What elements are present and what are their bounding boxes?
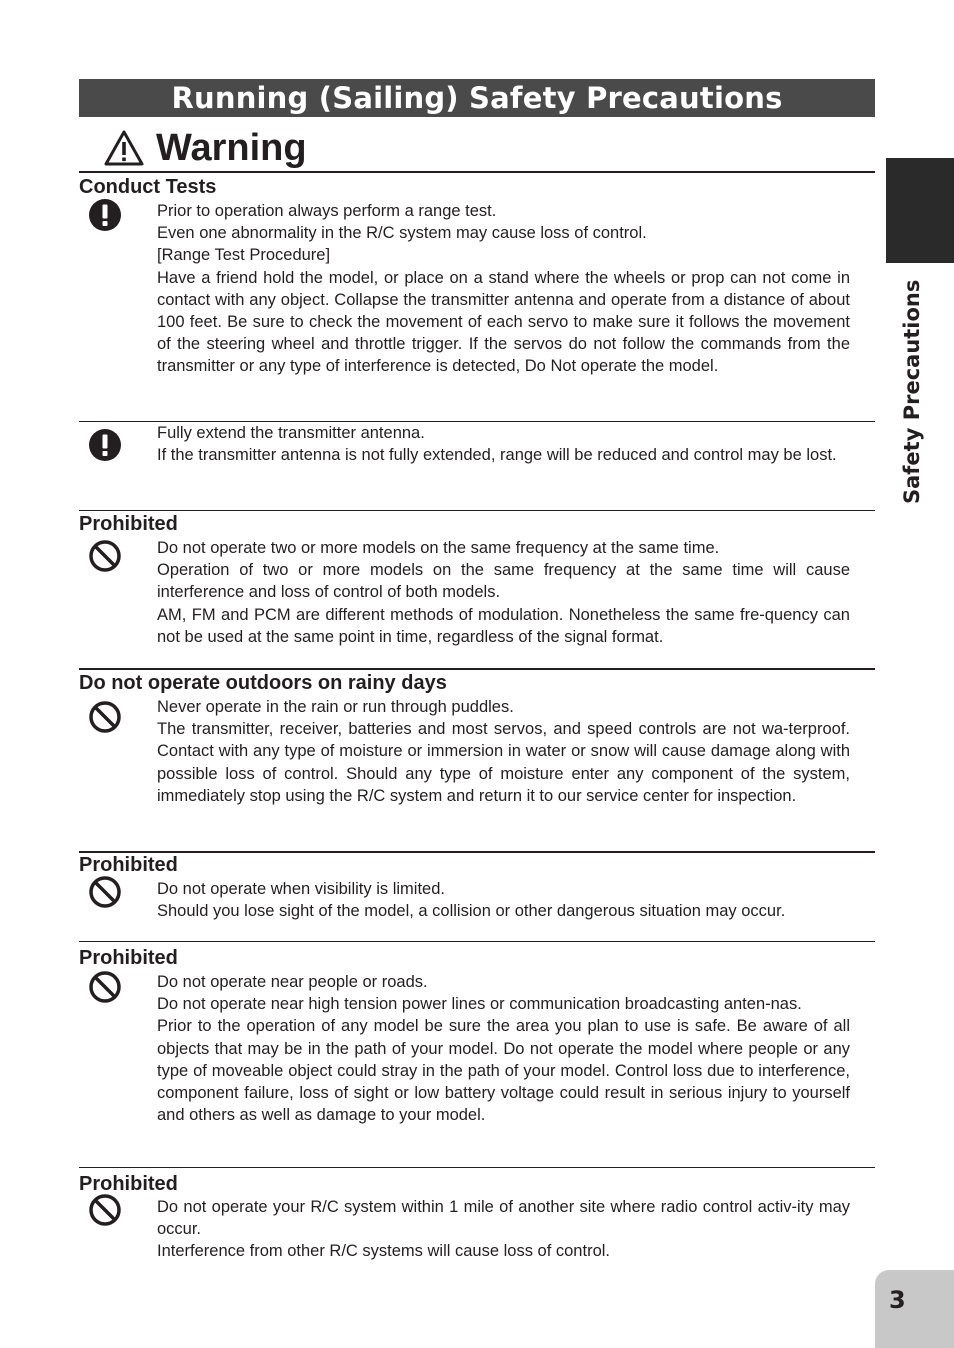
section-heading: Prohibited bbox=[79, 854, 178, 876]
exclamation-icon bbox=[87, 427, 123, 463]
section-text: Interference from other R/C systems will cause loss of control. bbox=[157, 1242, 610, 1261]
section-heading: Do not operate outdoors on rainy days bbox=[79, 672, 447, 694]
warning-heading bbox=[104, 124, 307, 172]
section-text: Should you lose sight of the model, a collision or other dangerous situation may occur. bbox=[157, 902, 786, 921]
section-body bbox=[157, 971, 850, 1126]
section-text: Do not operate near high tension power lines or communication broadcasting anten-nas. bbox=[157, 995, 802, 1014]
section-text: The transmitter, receiver, batteries and most servos, and speed controls are not wa-terproof. Contact with any type of moisture or immersion in water or snow will cause damage along with possible loss of control. Should any type of moisture enter any component of the system, immediately stop using the R/C system and return it to our service center for inspection. bbox=[157, 720, 850, 805]
section-text: Do not operate your R/C system within 1 mile of another site where radio control activ-ity may occur. bbox=[157, 1198, 850, 1239]
section-text: Do not operate two or more models on the same frequency at the same time. bbox=[157, 539, 720, 557]
section-text: Fully extend the transmitter antenna. bbox=[157, 424, 425, 442]
section-divider bbox=[79, 1167, 875, 1168]
page-number-tab bbox=[875, 1270, 954, 1348]
page-title: Running (Sailing) Safety Precautions bbox=[171, 81, 783, 115]
section-body bbox=[157, 537, 850, 648]
section-text: Prior to the operation of any model be sure the area you plan to use is safe. Be aware of all objects that may be in the path of your model. Do not operate the model where people or any type of moveable object could stray in the path of your model. Control loss due to interference, component failure, loss of sight or low battery voltage could result in serious injury to yourself and others as well as damage to your model. bbox=[157, 1017, 850, 1125]
warning-title: Warning bbox=[156, 127, 307, 169]
section-body bbox=[157, 878, 850, 922]
page-number: 3 bbox=[889, 1286, 906, 1314]
section-text: Do not operate when visibility is limited. bbox=[157, 880, 445, 898]
section-body bbox=[157, 422, 850, 466]
prohibited-icon bbox=[87, 969, 123, 1005]
section-text: Prior to operation always perform a range test. bbox=[157, 202, 497, 220]
warning-triangle-icon bbox=[104, 130, 144, 166]
section-body bbox=[157, 200, 850, 378]
section-divider bbox=[79, 851, 875, 853]
prohibited-icon bbox=[87, 699, 123, 735]
section-heading: Conduct Tests bbox=[79, 176, 217, 198]
section-text: Never operate in the rain or run through puddles. bbox=[157, 698, 514, 716]
section-text: Operation of two or more models on the same frequency at the same time will cause interference and loss of control of both models. bbox=[157, 561, 850, 602]
section-heading: Prohibited bbox=[79, 513, 178, 535]
section-text: [Range Test Procedure] bbox=[157, 246, 331, 265]
warning-divider bbox=[79, 171, 875, 173]
section-text: Even one abnormality in the R/C system may cause loss of control. bbox=[157, 224, 647, 243]
section-text: If the transmitter antenna is not fully extended, range will be reduced and control may be lost. bbox=[157, 446, 837, 465]
section-text: AM, FM and PCM are different methods of modulation. Nonetheless the same fre-quency can not be used at the same point in time, regardless of the signal format. bbox=[157, 605, 850, 646]
page-title-bar bbox=[79, 79, 875, 117]
side-tab-block bbox=[886, 158, 954, 263]
section-body bbox=[157, 696, 850, 807]
section-divider bbox=[79, 941, 875, 942]
section-text: Have a friend hold the model, or place on a stand where the wheels or prop can not come in contact with any object. Collapse the transmitter antenna and operate from a distance of about 100 feet. Be sure to check the movement of each servo to make sure it follows the movement of the steering wheel and throttle trigger. If the servos do not follow the commands from the transmitter or any type of interference is detected, Do Not operate the model. bbox=[157, 268, 850, 376]
section-text: Do not operate near people or roads. bbox=[157, 973, 428, 991]
section-divider bbox=[79, 668, 875, 670]
section-heading: Prohibited bbox=[79, 947, 178, 969]
prohibited-icon bbox=[87, 538, 123, 574]
prohibited-icon bbox=[87, 874, 123, 910]
section-body bbox=[157, 1196, 850, 1263]
section-divider bbox=[79, 510, 875, 511]
section-heading: Prohibited bbox=[79, 1173, 178, 1195]
prohibited-icon bbox=[87, 1192, 123, 1228]
side-tab-label: Safety Precautions bbox=[900, 279, 924, 504]
side-tab bbox=[880, 270, 928, 518]
exclamation-icon bbox=[87, 197, 123, 233]
